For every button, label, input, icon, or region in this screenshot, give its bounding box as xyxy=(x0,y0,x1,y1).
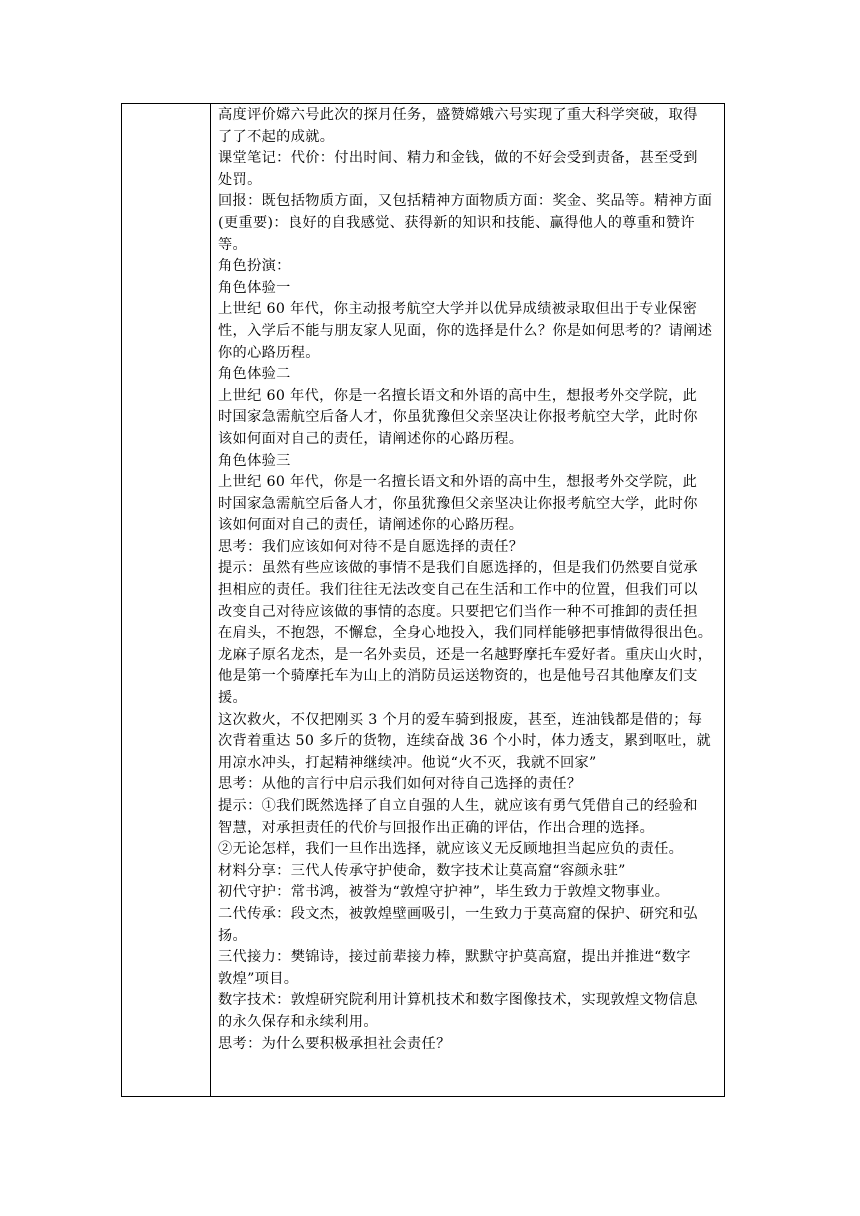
text-line: 龙麻子原名龙杰，是一名外卖员，还是一名越野摩托车爱好者。重庆山火时， xyxy=(218,646,713,663)
text-line: 回报：既包括物质方面，又包括精神方面物质方面：奖金、奖品等。精神方面 xyxy=(218,193,713,210)
text-line: 该如何面对自己的责任，请阐述你的心路历程。 xyxy=(218,430,524,447)
text-line: 改变自己对待应该做的事情的态度。只要把它们当作一种不可推卸的责任担 xyxy=(218,603,698,620)
text-line: 思考：从他的言行中启示我们如何对待自己选择的责任？ xyxy=(218,776,582,793)
text-line: 了了不起的成就。 xyxy=(218,128,335,145)
text-line: 提示：①我们既然选择了自立自强的人生，就应该有勇气凭借自己的经验和 xyxy=(218,798,698,814)
text-line: 等。 xyxy=(218,236,248,253)
text-line: 次背着重达 50 多斤的货物，连续奋战 36 个小时，体力透支，累到呕吐，就 xyxy=(218,733,712,750)
text-line: 敦煌”项目。 xyxy=(218,970,299,987)
text-line: 二代传承：段文杰，被敦煌壁画吸引，一生致力于莫高窟的保护、研究和弘 xyxy=(218,905,698,922)
text-line: 高度评价嫦六号此次的探月任务，盛赞嫦娥六号实现了重大科学突破，取得 xyxy=(218,107,698,123)
text-line: 课堂笔记：代价：付出时间、精力和金钱，做的不好会受到责备，甚至受到 xyxy=(218,150,698,167)
text-line: 的永久保存和永续利用。 xyxy=(218,1013,378,1030)
text-line: 思考：我们应该如何对待不是自愿选择的责任？ xyxy=(218,538,524,555)
text-line: 角色扮演： xyxy=(218,258,291,275)
text-line: 处罚。 xyxy=(218,171,262,188)
text-line: 上世纪 60 年代，你是一名擅长语文和外语的高中生，想报考外交学院，此 xyxy=(218,474,698,491)
text-line: 上世纪 60 年代，你是一名擅长语文和外语的高中生，想报考外交学院，此 xyxy=(218,387,698,404)
text-line: (更重要)：良好的自我感觉、获得新的知识和技能、赢得他人的尊重和赞许 xyxy=(218,214,695,231)
table-left-cell xyxy=(122,104,211,1096)
text-line: 提示：虽然有些应该做的事情不是我们自愿选择的，但是我们仍然要自觉承 xyxy=(218,560,698,577)
text-line: 扬。 xyxy=(218,927,248,944)
text-line: 时国家急需航空后备人才，你虽犹豫但父亲坚决让你报考航空大学，此时你 xyxy=(218,409,698,426)
text-line: 材料分享：三代人传承守护使命，数字技术让莫高窟“容颜永驻” xyxy=(218,862,626,879)
text-line: 援。 xyxy=(218,690,248,707)
text-line: 上世纪 60 年代，你主动报考航空大学并以优异成绩被录取但出于专业保密 xyxy=(218,301,698,318)
text-line: 智慧，对承担责任的代价与回报作出正确的评估，作出合理的选择。 xyxy=(218,819,655,836)
text-line: 角色体验三 xyxy=(218,452,291,469)
text-line: 时国家急需航空后备人才，你虽犹豫但父亲坚决让你报考航空大学，此时你 xyxy=(218,495,698,512)
table-content-cell xyxy=(211,104,724,1096)
text-line: ②无论怎样，我们一旦作出选择，就应该义无反顾地担当起应负的责任。 xyxy=(218,841,684,858)
text-line: 角色体验一 xyxy=(218,279,291,296)
text-line: 数字技术：敦煌研究院利用计算机技术和数字图像技术，实现敦煌文物信息 xyxy=(218,992,698,1009)
text-line: 角色体验二 xyxy=(218,366,291,383)
text-line: 该如何面对自己的责任，请阐述你的心路历程。 xyxy=(218,517,524,534)
text-line: 用凉水冲头，打起精神继续冲。他说“火不灭，我就不回家” xyxy=(218,754,597,771)
text-line: 思考：为什么要积极承担社会责任？ xyxy=(218,1035,451,1052)
text-line: 担相应的责任。我们往往无法改变自己在生活和工作中的位置，但我们可以 xyxy=(218,582,698,599)
text-line: 这次救火，不仅把刚买 3 个月的爱车骑到报废，甚至，连油钱都是借的；每 xyxy=(218,711,703,728)
text-line: 性，入学后不能与朋友家人见面，你的选择是什么？你是如何思考的？请阐述 xyxy=(218,322,713,339)
text-line: 初代守护：常书鸿，被誉为“敦煌守护神”，毕生致力于敦煌文物事业。 xyxy=(218,884,670,901)
document-table xyxy=(121,103,725,1097)
text-line: 他是第一个骑摩托车为山上的消防员运送物资的，也是他号召其他摩友们支 xyxy=(218,668,698,685)
text-line: 在肩头，不抱怨，不懈怠，全身心地投入，我们同样能够把事情做得很出色。 xyxy=(218,625,713,642)
text-line: 你的心路历程。 xyxy=(218,344,320,361)
text-line: 三代接力：樊锦诗，接过前辈接力棒，默默守护莫高窟，提出并推进“数字 xyxy=(218,949,691,966)
